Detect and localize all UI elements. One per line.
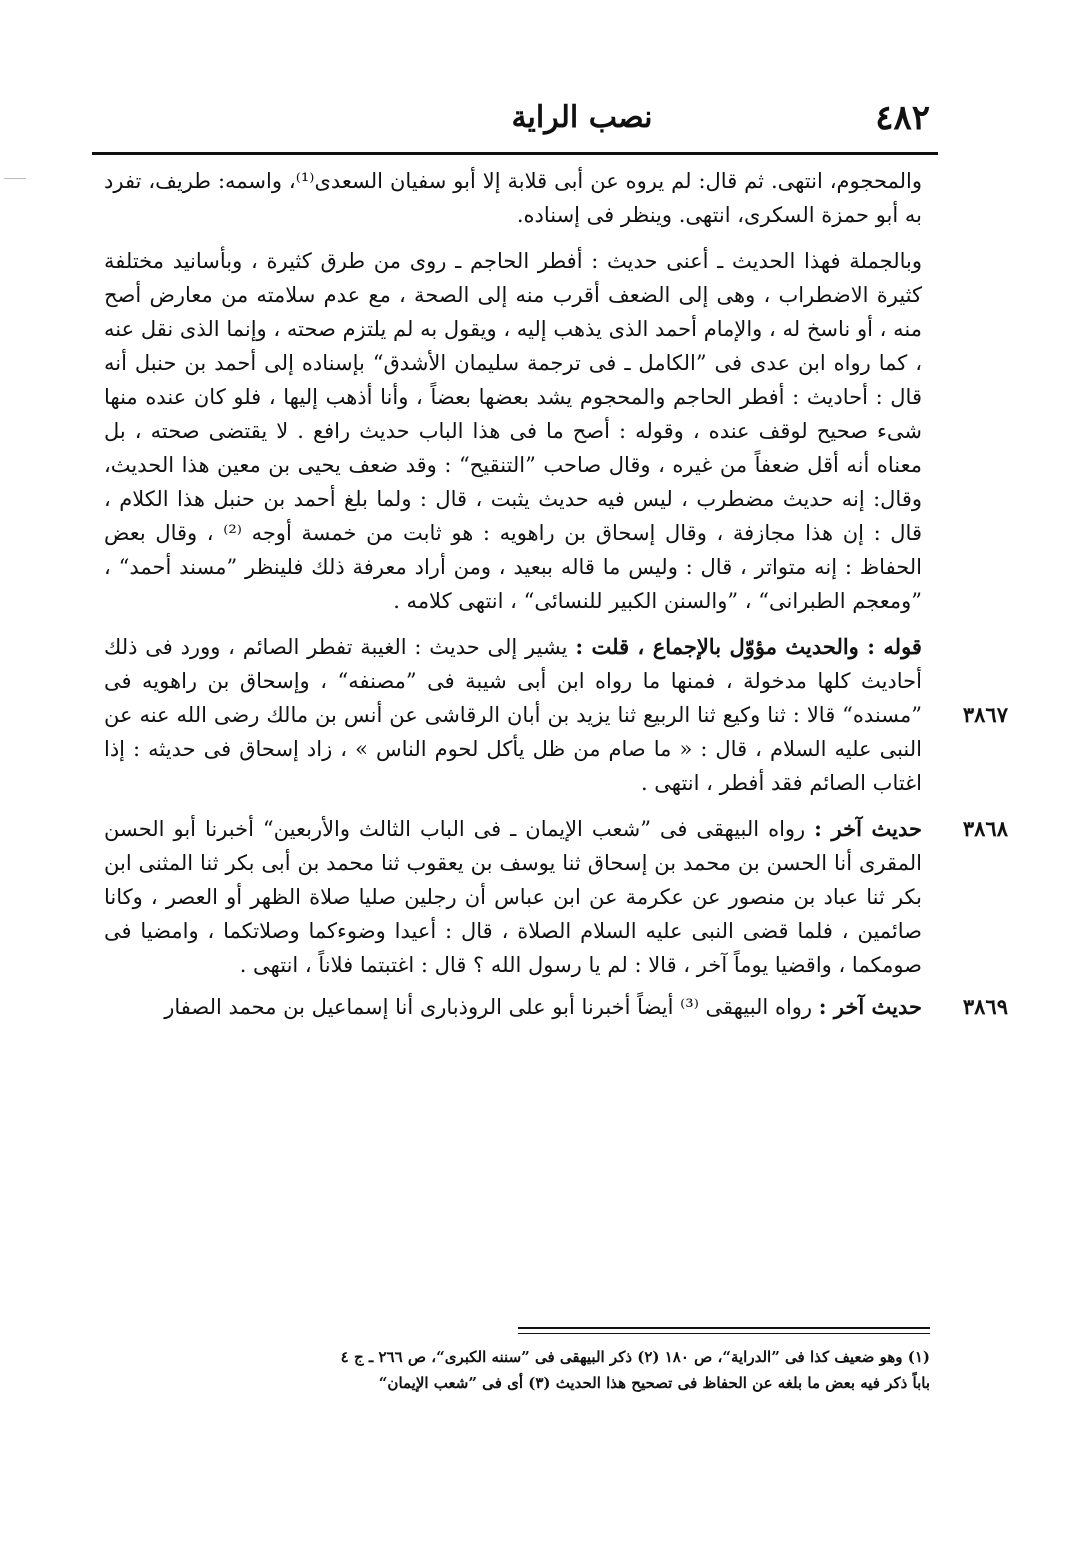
paragraph-lead: حديث آخر : bbox=[818, 994, 922, 1019]
footnotes bbox=[230, 1344, 930, 1396]
paragraph-text: يشير إلى حديث : الغيبة تفطر الصائم ، وورد فى ذلك أحاديث كلها مدخولة ، فمنها ما رواه ابن أبى شيبة فى ”مصنفه“ ، وإسحاق بن راهويه فى ”مسنده“ قالا : ثنا وكيع ثنا الربيع ثنا يزيد بن أبان الرقاشى عن أنس بن مالك رضى الله عنه عن النبى عليه السلام ، قال : « ما صام من ظل يأكل لحوم الناس » ، زاد إسحاق فى حديثه : إذا اغتاب الصائم فقد أفطر ، انتهى . bbox=[104, 635, 922, 795]
paragraph-hadith-3869 bbox=[104, 990, 1008, 1024]
hadith-number: ٣٨٦٧ bbox=[962, 702, 1008, 727]
footnote-rule bbox=[518, 1327, 930, 1329]
hadith-number: ٣٨٦٨ bbox=[962, 816, 1008, 841]
paragraph-continuation bbox=[104, 164, 922, 232]
footnote-line: باباً ذكر فيه بعض ما بلغه عن الحفاظ فى تصحيح هذا الحديث (٣) أى فى ”شعب الإيمان“ bbox=[378, 1374, 930, 1392]
body-text bbox=[104, 164, 1008, 1036]
hadith-number: ٣٨٦٩ bbox=[962, 994, 1008, 1019]
paragraph-lead: قوله : والحديث مؤوّل بالإجماع ، قلت : bbox=[575, 634, 922, 659]
paragraph-summary bbox=[104, 244, 922, 618]
paragraph-hadith-3868 bbox=[104, 812, 1008, 982]
paragraph-text: رواه البيهقى فى ”شعب الإيمان ـ فى الباب الثالث والأربعين“ أخبرنا أبو الحسن المقرى أنا الحسن بن محمد بن إسحاق ثنا يوسف بن يعقوب ثنا محمد بن أبى بكر ثنا المثنى ابن بكر ثنا عباد بن منصور عن عكرمة عن ابن عباس أن رجلين صليا صلاة الظهر أو العصر ، وكانا صائمين ، فلما قضى النبى عليه السلام الصلاة ، قال : أعيدا وضوءكما وصلاتكما ، وامضيا فى صومكما ، واقضيا يوماً آخر ، قالا : لم يا رسول الله ؟ قال : اغتبتما فلاناً ، انتهى . bbox=[104, 817, 922, 977]
footnote-line: (١) وهو ضعيف كذا فى ”الدراية“، ص ١٨٠ (٢) ذكر البيهقى فى ”سننه الكبرى“، ص ٢٦٦ ـ ج ٤ bbox=[340, 1348, 930, 1366]
paragraph-text: رواه البيهقى ⁽³⁾ أيضاً أخبرنا أبو على الروذبارى أنا إسماعيل بن محمد الصفار bbox=[164, 995, 813, 1019]
page-header bbox=[92, 96, 930, 148]
running-title: نصب الراية bbox=[511, 100, 653, 135]
paragraph-text: والمحجوم، انتهى. ثم قال: لم يروه عن أبى قلابة إلا أبو سفيان السعدى⁽¹⁾، واسمه: طريف، تفرد به أبو حمزة السكرى، انتهى. وينظر فى إسناده. bbox=[104, 169, 923, 227]
paragraph-text: وبالجملة فهذا الحديث ـ أعنى حديث : أفطر الحاجم ـ روى من طرق كثيرة ، وبأسانيد مختلفة كثيرة الاضطراب ، وهى إلى الضعف أقرب منه إلى الصحة ، مع عدم سلامته من معارض أصح منه ، أو ناسخ له ، والإمام أحمد الذى يذهب إليه ، ويقول به لم يلتزم صحته ، وإنما الذى نقل عنه ، كما رواه ابن عدى فى ”الكامل ـ فى ترجمة سليمان الأشدق“ بإسناده إلى أحمد بن حنبل أنه قال : أحاديث : أفطر الحاجم والمحجوم يشد بعضها بعضاً ، وأنا أذهب إليها ، فلو كان عنده منها شىء صحيح لوقف عنده ، وقوله : أصح ما فى هذا الباب حديث رافع . لا يقتضى صحته ، بل معناه أنه أقل ضعفاً من غيره ، وقال صاحب ”التنقيح“ : وقد ضعف يحيى بن معين هذا الحديث، وقال: إنه حديث مضطرب ، ليس فيه حديث يثبت ، قال : ولما بلغ أحمد بن حنبل هذا الكلام ، قال : إن هذا مجازفة ، وقال إسحاق بن راهويه : هو ثابت من خمسة أوجه ⁽²⁾ ، وقال بعض الحفاظ : إنه متواتر ، قال : وليس ما قاله ببعيد ، ومن أراد معرفة ذلك فلينظر ”مسند أحمد“ ، ”ومعجم الطبرانى“ ، ”والسنن الكبير للنسائى“ ، انتهى كلامه . bbox=[104, 249, 922, 613]
paragraph-hadith-3867 bbox=[104, 630, 1008, 800]
header-rule bbox=[92, 152, 938, 155]
scan-margin-mark bbox=[4, 178, 26, 179]
page-number: ٤٨٢ bbox=[875, 98, 930, 138]
footnote-rule-secondary bbox=[518, 1333, 930, 1334]
paragraph-lead: حديث آخر : bbox=[814, 816, 922, 841]
